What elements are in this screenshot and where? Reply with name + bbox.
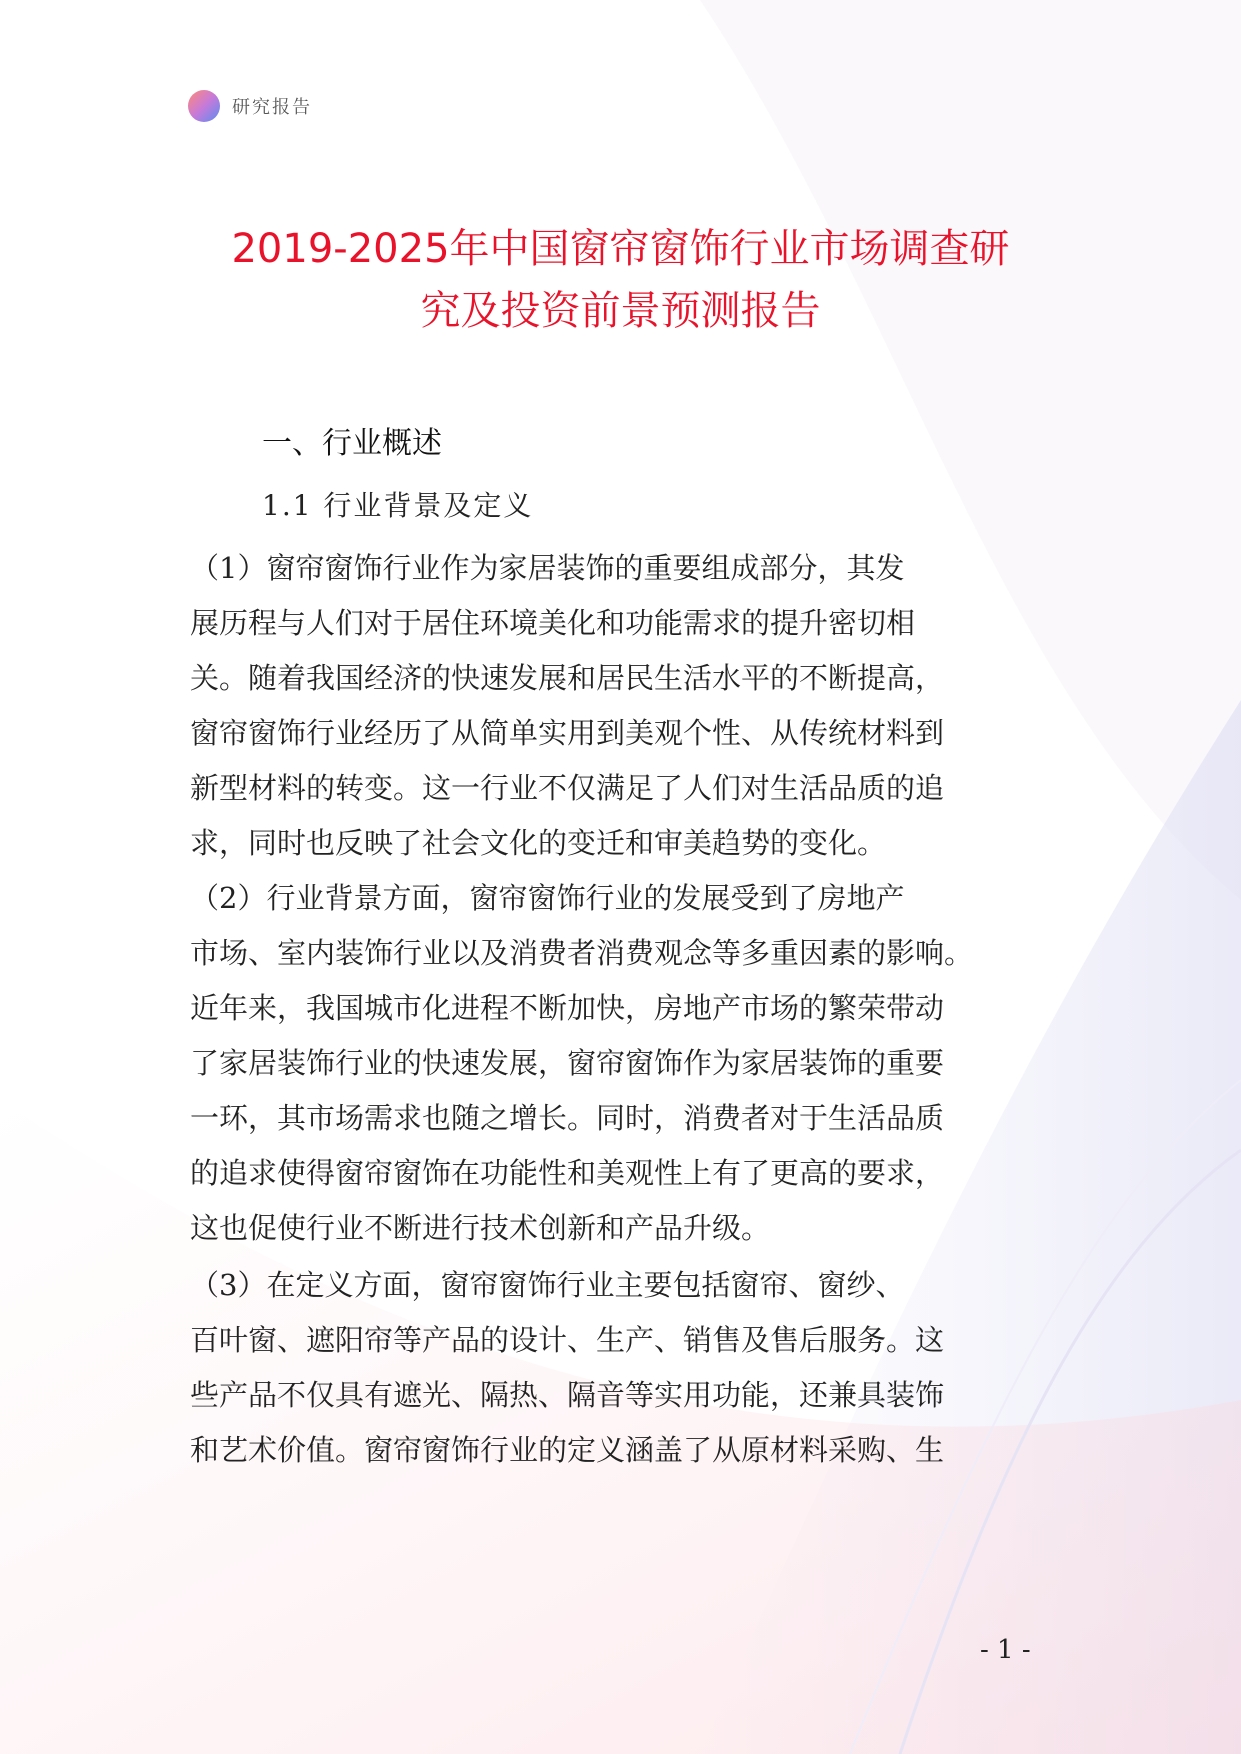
body-line: 百叶窗、遮阳帘等产品的设计、生产、销售及售后服务。这 bbox=[190, 1323, 945, 1357]
report-header bbox=[188, 90, 312, 122]
report-title bbox=[150, 218, 1091, 342]
section-heading: 一、行业概述 bbox=[262, 426, 442, 461]
body-line: 一环，其市场需求也随之增长。同时，消费者对于生活品质 bbox=[190, 1101, 945, 1135]
body-line: 关。随着我国经济的快速发展和居民生活水平的不断提高， bbox=[190, 661, 945, 695]
header-label: 研究报告 bbox=[232, 97, 312, 118]
body-line: 和艺术价值。窗帘窗饰行业的定义涵盖了从原材料采购、生 bbox=[190, 1433, 945, 1467]
subsection-heading: 1.1 行业背景及定义 bbox=[262, 489, 534, 522]
page-number: - 1 - bbox=[980, 1635, 1031, 1665]
body-line: 新型材料的转变。这一行业不仅满足了人们对生活品质的追 bbox=[190, 771, 945, 805]
body-line: 求，同时也反映了社会文化的变迁和审美趋势的变化。 bbox=[190, 826, 887, 860]
logo-icon bbox=[188, 90, 220, 122]
body-line: 市场、室内装饰行业以及消费者消费观念等多重因素的影响。 bbox=[190, 936, 974, 970]
title-line: 2019-2025年中国窗帘窗饰行业市场调查研 bbox=[231, 226, 1010, 272]
body-line: 些产品不仅具有遮光、隔热、隔音等实用功能，还兼具装饰 bbox=[190, 1378, 945, 1412]
body-line: 展历程与人们对于居住环境美化和功能需求的提升密切相 bbox=[190, 606, 916, 640]
body-line: 近年来，我国城市化进程不断加快，房地产市场的繁荣带动 bbox=[190, 991, 945, 1025]
body-line: 这也促使行业不断进行技术创新和产品升级。 bbox=[190, 1211, 771, 1245]
body-line: （2）行业背景方面，窗帘窗饰行业的发展受到了房地产 bbox=[190, 881, 905, 915]
title-line: 究及投资前景预测报告 bbox=[420, 288, 821, 334]
body-line: （1）窗帘窗饰行业作为家居装饰的重要组成部分，其发 bbox=[190, 551, 905, 585]
body-line: 了家居装饰行业的快速发展，窗帘窗饰作为家居装饰的重要 bbox=[190, 1046, 945, 1080]
body-line: （3）在定义方面，窗帘窗饰行业主要包括窗帘、窗纱、 bbox=[190, 1268, 905, 1302]
body-line: 窗帘窗饰行业经历了从简单实用到美观个性、从传统材料到 bbox=[190, 716, 945, 750]
body-line: 的追求使得窗帘窗饰在功能性和美观性上有了更高的要求， bbox=[190, 1156, 945, 1190]
